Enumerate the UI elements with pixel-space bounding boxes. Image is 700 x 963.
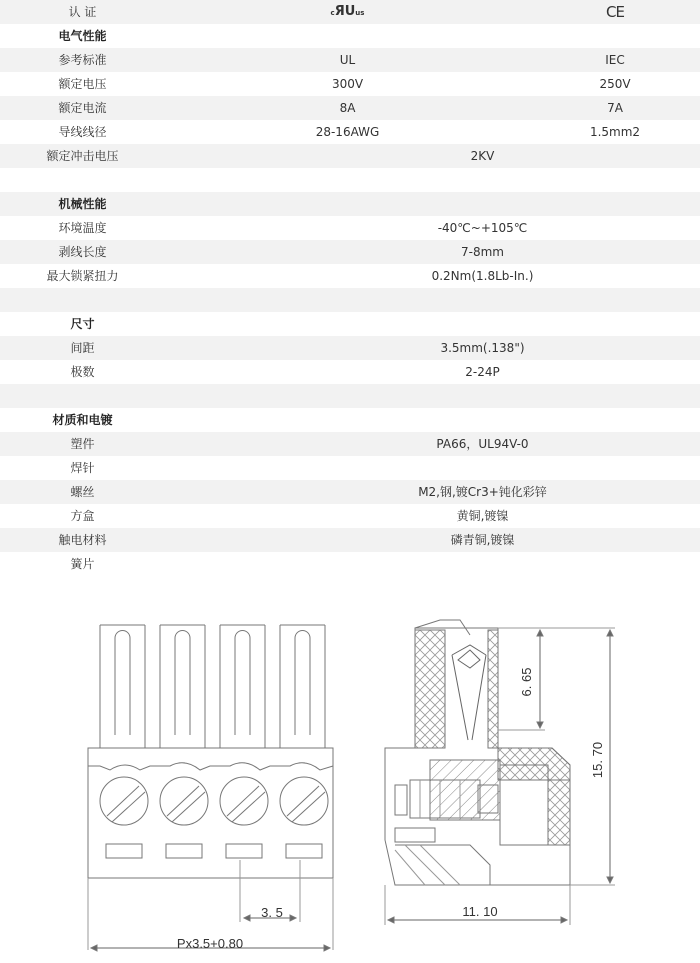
depth-dimension: 11. 10 (462, 904, 498, 919)
row-value: 7-8mm (461, 245, 504, 259)
ce-logo: CE (606, 3, 624, 21)
row-value: -40℃~+105℃ (437, 221, 528, 235)
row-label: 塑件 (70, 437, 95, 451)
row-value: 磷青铜,镀镍 (450, 533, 515, 547)
total-width-dimension: Px3.5+0.80 (176, 936, 244, 951)
table-row (0, 432, 700, 456)
electrical-heading: 电气性能 (58, 29, 107, 43)
total-height-dimension: 15. 70 (590, 741, 605, 779)
table-row (0, 456, 700, 480)
row-label: 环境温度 (58, 221, 107, 235)
row-value: M2,钢,镀Cr3+钝化彩锌 (418, 485, 547, 499)
iec-value: 250V (599, 77, 631, 91)
table-row (0, 480, 700, 504)
ul-value: UL (339, 53, 356, 67)
pitch-dimension: 3. 5 (261, 905, 283, 920)
row-label: 额定电流 (58, 101, 107, 115)
side-view (385, 620, 615, 925)
dimensions-heading-row (0, 312, 700, 336)
materials-heading-row (0, 408, 700, 432)
mechanical-heading: 机械性能 (58, 197, 107, 211)
row-label: 极数 (70, 365, 95, 379)
table-row (0, 336, 700, 360)
table-row (0, 48, 700, 72)
row-value: PA66，UL94V-0 (436, 437, 529, 451)
row-label: 螺丝 (70, 485, 95, 499)
cert-label: 认 证 (68, 5, 97, 19)
row-label: 簧片 (70, 557, 95, 571)
row-value: 0.2Nm(1.8Lb-In.) (431, 269, 534, 283)
table-row (0, 504, 700, 528)
dimensions-heading: 尺寸 (70, 317, 95, 331)
spacer-row (0, 288, 700, 312)
ul-value: 300V (331, 77, 364, 91)
technical-drawing (0, 600, 700, 959)
table-row (0, 240, 700, 264)
iec-value: 7A (607, 101, 623, 115)
row-label: 额定电压 (58, 77, 107, 91)
row-value: 黄铜,镀镍 (456, 509, 509, 523)
row-label: 导线线径 (58, 125, 107, 139)
iec-value: 1.5mm2 (589, 125, 641, 139)
row-label: 方盒 (70, 509, 95, 523)
mechanical-heading-row (0, 192, 700, 216)
electrical-heading-row (0, 24, 700, 48)
row-label: 剥线长度 (58, 245, 107, 259)
row-label: 触电材料 (58, 533, 107, 547)
table-row (0, 360, 700, 384)
table-row (0, 216, 700, 240)
spacer-row (0, 168, 700, 192)
row-value: 3.5mm(.138") (440, 341, 525, 355)
screw-holes (100, 777, 328, 825)
row-value: 2-24P (465, 365, 500, 379)
table-row (0, 528, 700, 552)
impulse-value: 2KV (470, 149, 495, 163)
spacer-row (0, 384, 700, 408)
table-row (0, 72, 700, 96)
table-row (0, 264, 700, 288)
wire-entries (106, 844, 322, 858)
ul-logo: cЯUus (330, 4, 365, 19)
cert-row (0, 0, 700, 24)
table-row (0, 552, 700, 576)
row-label: 最大锁紧扭力 (46, 269, 119, 283)
table-row (0, 120, 700, 144)
row-label: 间距 (70, 341, 95, 355)
ul-value: 28-16AWG (315, 125, 380, 139)
upper-height-dimension: 6. 65 (519, 667, 534, 697)
fins (100, 625, 325, 748)
row-label: 参考标准 (58, 53, 107, 67)
iec-value: IEC (605, 53, 625, 67)
table-row (0, 96, 700, 120)
row-label: 焊针 (70, 461, 95, 475)
ul-value: 8A (339, 101, 356, 115)
row-label: 额定冲击电压 (46, 149, 119, 163)
connector-drawing-svg (0, 600, 700, 959)
materials-heading: 材质和电镀 (52, 413, 113, 427)
front-view (88, 625, 333, 951)
table-row (0, 144, 700, 168)
